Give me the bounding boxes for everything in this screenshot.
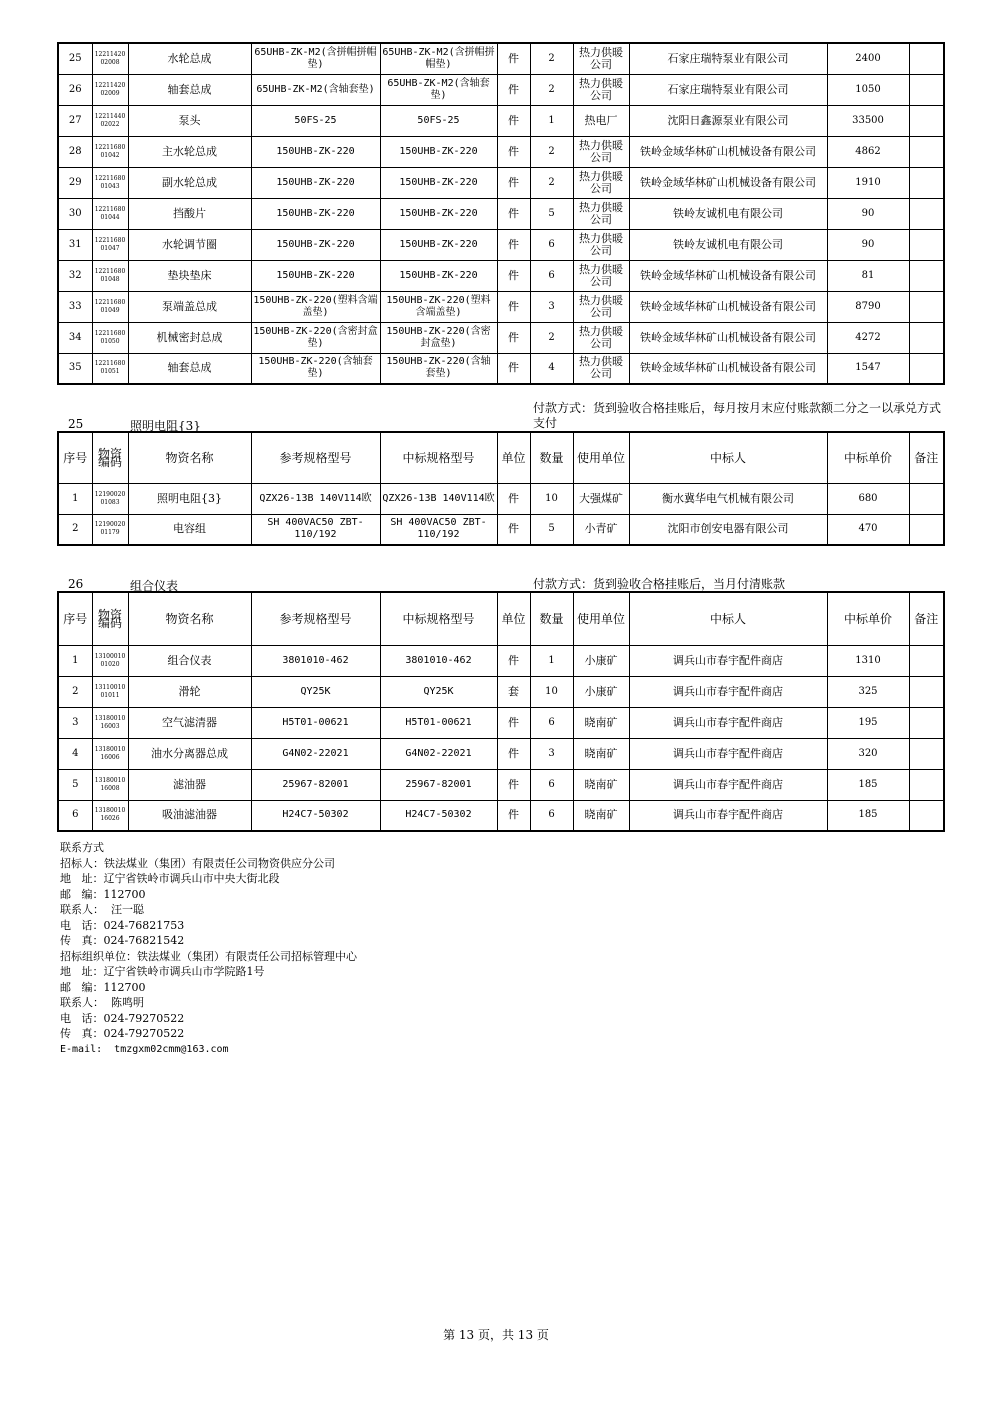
quantity: 2	[530, 43, 573, 74]
winning-bidder: 沈阳市创安电器有限公司	[629, 514, 827, 545]
unit: 件	[497, 322, 530, 353]
unit-price: 680	[827, 483, 909, 514]
quantity: 6	[530, 229, 573, 260]
header-user: 使用单位	[573, 592, 629, 645]
unit-price: 195	[827, 707, 909, 738]
unit-price: 33500	[827, 105, 909, 136]
table-row	[58, 167, 944, 198]
table-row	[58, 800, 944, 831]
reference-spec: QZX26-13B 140V114欧	[251, 483, 380, 514]
using-unit: 热力供暖公司	[573, 167, 629, 198]
unit: 件	[497, 260, 530, 291]
unit-price: 81	[827, 260, 909, 291]
contact-block	[60, 840, 357, 1057]
material-name: 轴套总成	[128, 74, 251, 105]
reference-spec: 150UHB-ZK-220	[251, 167, 380, 198]
section-26-number: 26	[68, 577, 84, 591]
reference-spec: QY25K	[251, 676, 380, 707]
unit: 件	[497, 43, 530, 74]
remark	[909, 800, 944, 831]
header-winner: 中标人	[629, 432, 827, 483]
bid-spec: H5T01-00621	[380, 707, 497, 738]
using-unit: 晓南矿	[573, 707, 629, 738]
quantity: 6	[530, 707, 573, 738]
bid-spec: 150UHB-ZK-220	[380, 136, 497, 167]
row-number: 33	[58, 291, 92, 322]
material-name: 吸油滤油器	[128, 800, 251, 831]
reference-spec: 25967-82001	[251, 769, 380, 800]
bid-spec: 150UHB-ZK-220(塑料含端盖垫)	[380, 291, 497, 322]
unit: 件	[497, 800, 530, 831]
bid-spec: 150UHB-ZK-220(含密封盒垫)	[380, 322, 497, 353]
remark	[909, 105, 944, 136]
bid-spec: 150UHB-ZK-220	[380, 167, 497, 198]
material-code: 1221168001043	[92, 167, 128, 198]
contact-line: 电 话：024-79270522	[60, 1011, 185, 1025]
unit: 件	[497, 738, 530, 769]
contact-line: 电 话：024-76821753	[60, 918, 185, 932]
bid-spec: 65UHB-ZK-M2(含拼帽拼帽垫)	[380, 43, 497, 74]
winning-bidder: 调兵山市春宇配件商店	[629, 800, 827, 831]
row-number: 5	[58, 769, 92, 800]
material-code: 1318001016008	[92, 769, 128, 800]
reference-spec: 65UHB-ZK-M2(含拼帽拼帽垫)	[251, 43, 380, 74]
quantity: 6	[530, 800, 573, 831]
remark	[909, 136, 944, 167]
reference-spec: 150UHB-ZK-220(塑料含端盖垫)	[251, 291, 380, 322]
material-name: 垫块垫床	[128, 260, 251, 291]
winning-bidder: 铁岭金域华林矿山机械设备有限公司	[629, 167, 827, 198]
using-unit: 热力供暖公司	[573, 229, 629, 260]
quantity: 3	[530, 738, 573, 769]
contact-line: 地 址：辽宁省铁岭市调兵山市学院路1号	[60, 965, 265, 978]
winning-bidder: 石家庄瑞特泵业有限公司	[629, 74, 827, 105]
reference-spec: 150UHB-ZK-220(含轴套垫)	[251, 353, 380, 384]
row-number: 2	[58, 514, 92, 545]
row-number: 35	[58, 353, 92, 384]
material-code: 1221142002008	[92, 43, 128, 74]
row-number: 1	[58, 483, 92, 514]
row-number: 27	[58, 105, 92, 136]
using-unit: 热力供暖公司	[573, 353, 629, 384]
unit: 件	[497, 645, 530, 676]
using-unit: 小康矿	[573, 676, 629, 707]
items-table-continued	[57, 42, 945, 385]
row-number: 32	[58, 260, 92, 291]
unit: 件	[497, 707, 530, 738]
material-code: 1221168001050	[92, 322, 128, 353]
material-name: 空气滤清器	[128, 707, 251, 738]
material-name: 组合仪表	[128, 645, 251, 676]
reference-spec: G4N02-22021	[251, 738, 380, 769]
remark	[909, 483, 944, 514]
header-note: 备注	[909, 592, 944, 645]
quantity: 1	[530, 105, 573, 136]
material-code: 1311001001011	[92, 676, 128, 707]
reference-spec: 3801010-462	[251, 645, 380, 676]
bid-spec: QY25K	[380, 676, 497, 707]
winning-bidder: 调兵山市春宇配件商店	[629, 738, 827, 769]
quantity: 5	[530, 198, 573, 229]
row-number: 6	[58, 800, 92, 831]
row-number: 29	[58, 167, 92, 198]
section-25-payment-terms: 付款方式：货到验收合格挂账后，每月按月末应付账款额二分之一以承兑方式支付	[533, 401, 942, 430]
row-number: 25	[58, 43, 92, 74]
using-unit: 小康矿	[573, 645, 629, 676]
remark	[909, 74, 944, 105]
bid-spec: 65UHB-ZK-M2(含轴套垫)	[380, 74, 497, 105]
contact-line: 邮 编：112700	[60, 887, 146, 901]
winning-bidder: 调兵山市春宇配件商店	[629, 769, 827, 800]
remark	[909, 198, 944, 229]
bid-spec: 3801010-462	[380, 645, 497, 676]
material-name: 泵头	[128, 105, 251, 136]
contact-line: 招标人：铁法煤业（集团）有限责任公司物资供应分公司	[60, 856, 335, 870]
remark	[909, 291, 944, 322]
bid-spec: 25967-82001	[380, 769, 497, 800]
using-unit: 热力供暖公司	[573, 198, 629, 229]
using-unit: 热力供暖公司	[573, 74, 629, 105]
remark	[909, 322, 944, 353]
winning-bidder: 调兵山市春宇配件商店	[629, 676, 827, 707]
contact-line: 邮 编：112700	[60, 980, 146, 994]
contact-line: 地 址：辽宁省铁岭市调兵山市中央大街北段	[60, 872, 280, 885]
material-code: 1221168001042	[92, 136, 128, 167]
material-name: 照明电阻{3}	[128, 483, 251, 514]
header-name: 物资名称	[128, 432, 251, 483]
material-code: 1221144002022	[92, 105, 128, 136]
using-unit: 热力供暖公司	[573, 322, 629, 353]
header-ref-spec: 参考规格型号	[251, 432, 380, 483]
winning-bidder: 铁岭金域华林矿山机械设备有限公司	[629, 260, 827, 291]
remark	[909, 645, 944, 676]
material-name: 挡酸片	[128, 198, 251, 229]
header-qty: 数量	[530, 432, 573, 483]
remark	[909, 514, 944, 545]
unit-price: 90	[827, 198, 909, 229]
reference-spec: 150UHB-ZK-220	[251, 229, 380, 260]
material-name: 滤油器	[128, 769, 251, 800]
unit: 件	[497, 167, 530, 198]
material-code: 1221168001048	[92, 260, 128, 291]
contact-line: 联系人： 陈鸣明	[60, 996, 144, 1009]
reference-spec: 150UHB-ZK-220(含密封盒垫)	[251, 322, 380, 353]
header-code: 物资编码	[92, 592, 128, 645]
unit: 件	[497, 74, 530, 105]
unit: 件	[497, 483, 530, 514]
reference-spec: 65UHB-ZK-M2(含轴套垫)	[251, 74, 380, 105]
header-winner: 中标人	[629, 592, 827, 645]
table-row	[58, 738, 944, 769]
table-row	[58, 322, 944, 353]
reference-spec: 150UHB-ZK-220	[251, 260, 380, 291]
table-row	[58, 260, 944, 291]
row-number: 3	[58, 707, 92, 738]
quantity: 10	[530, 483, 573, 514]
table-row	[58, 291, 944, 322]
using-unit: 小青矿	[573, 514, 629, 545]
quantity: 5	[530, 514, 573, 545]
using-unit: 晓南矿	[573, 769, 629, 800]
section-25-table	[57, 431, 945, 546]
quantity: 4	[530, 353, 573, 384]
winning-bidder: 铁岭友诚机电有限公司	[629, 229, 827, 260]
header-unit: 单位	[497, 432, 530, 483]
unit: 件	[497, 229, 530, 260]
unit-price: 90	[827, 229, 909, 260]
winning-bidder: 石家庄瑞特泵业有限公司	[629, 43, 827, 74]
unit-price: 1050	[827, 74, 909, 105]
unit-price: 185	[827, 800, 909, 831]
material-code: 1318001016006	[92, 738, 128, 769]
bid-spec: QZX26-13B 140V114欧	[380, 483, 497, 514]
bid-spec: 150UHB-ZK-220	[380, 260, 497, 291]
table-row	[58, 136, 944, 167]
unit-price: 4272	[827, 322, 909, 353]
table-row	[58, 707, 944, 738]
table-row	[58, 229, 944, 260]
table-row	[58, 645, 944, 676]
winning-bidder: 调兵山市春宇配件商店	[629, 645, 827, 676]
winning-bidder: 沈阳日鑫源泵业有限公司	[629, 105, 827, 136]
material-name: 电容组	[128, 514, 251, 545]
material-code: 1318001016003	[92, 707, 128, 738]
row-number: 28	[58, 136, 92, 167]
winning-bidder: 调兵山市春宇配件商店	[629, 707, 827, 738]
table-row	[58, 353, 944, 384]
quantity: 3	[530, 291, 573, 322]
header-unit: 单位	[497, 592, 530, 645]
unit: 件	[497, 291, 530, 322]
material-code: 1221168001051	[92, 353, 128, 384]
table-header-row	[58, 432, 944, 483]
header-no: 序号	[58, 592, 92, 645]
unit-price: 1310	[827, 645, 909, 676]
row-number: 1	[58, 645, 92, 676]
using-unit: 晓南矿	[573, 800, 629, 831]
material-code: 1221168001044	[92, 198, 128, 229]
material-code: 1221142002009	[92, 74, 128, 105]
material-code: 1221168001049	[92, 291, 128, 322]
quantity: 10	[530, 676, 573, 707]
unit: 件	[497, 105, 530, 136]
header-user: 使用单位	[573, 432, 629, 483]
section-25-title: 照明电阻{3}	[130, 419, 201, 433]
bid-spec: 150UHB-ZK-220(含轴套垫)	[380, 353, 497, 384]
material-name: 主水轮总成	[128, 136, 251, 167]
unit: 件	[497, 769, 530, 800]
using-unit: 热力供暖公司	[573, 291, 629, 322]
header-price: 中标单价	[827, 592, 909, 645]
unit-price: 470	[827, 514, 909, 545]
remark	[909, 167, 944, 198]
using-unit: 热力供暖公司	[573, 260, 629, 291]
unit: 件	[497, 198, 530, 229]
row-number: 34	[58, 322, 92, 353]
contact-line: 招标组织单位：铁法煤业（集团）有限责任公司招标管理中心	[60, 949, 357, 963]
quantity: 1	[530, 645, 573, 676]
remark	[909, 738, 944, 769]
header-name: 物资名称	[128, 592, 251, 645]
quantity: 6	[530, 769, 573, 800]
table-row	[58, 105, 944, 136]
contact-line: 联系人： 汪一聪	[60, 903, 144, 916]
contact-line: 传 真：024-76821542	[60, 934, 185, 947]
material-name: 滑轮	[128, 676, 251, 707]
table-row	[58, 483, 944, 514]
winning-bidder: 铁岭金域华林矿山机械设备有限公司	[629, 322, 827, 353]
remark	[909, 353, 944, 384]
reference-spec: SH 400VAC50 ZBT-110/192	[251, 514, 380, 545]
header-ref-spec: 参考规格型号	[251, 592, 380, 645]
section-25-number: 25	[68, 417, 84, 431]
table-row	[58, 43, 944, 74]
winning-bidder: 铁岭金域华林矿山机械设备有限公司	[629, 136, 827, 167]
material-name: 水轮调节圈	[128, 229, 251, 260]
using-unit: 热力供暖公司	[573, 43, 629, 74]
bid-spec: SH 400VAC50 ZBT-110/192	[380, 514, 497, 545]
bid-spec: G4N02-22021	[380, 738, 497, 769]
header-bid-spec: 中标规格型号	[380, 592, 497, 645]
material-name: 油水分离器总成	[128, 738, 251, 769]
using-unit: 热电厂	[573, 105, 629, 136]
section-26-title: 组合仪表	[130, 579, 179, 593]
unit-price: 2400	[827, 43, 909, 74]
winning-bidder: 铁岭友诚机电有限公司	[629, 198, 827, 229]
row-number: 26	[58, 74, 92, 105]
remark	[909, 229, 944, 260]
material-code: 1310001001020	[92, 645, 128, 676]
reference-spec: H24C7-50302	[251, 800, 380, 831]
winning-bidder: 衡水冀华电气机械有限公司	[629, 483, 827, 514]
quantity: 2	[530, 322, 573, 353]
unit-price: 4862	[827, 136, 909, 167]
header-no: 序号	[58, 432, 92, 483]
reference-spec: 150UHB-ZK-220	[251, 136, 380, 167]
material-name: 副水轮总成	[128, 167, 251, 198]
unit-price: 1547	[827, 353, 909, 384]
quantity: 2	[530, 74, 573, 105]
remark	[909, 707, 944, 738]
contact-email: E-mail: tmzgxm02cmm@163.com	[60, 1043, 229, 1055]
unit-price: 325	[827, 676, 909, 707]
unit: 件	[497, 514, 530, 545]
winning-bidder: 铁岭金域华林矿山机械设备有限公司	[629, 291, 827, 322]
material-code: 1219002001083	[92, 483, 128, 514]
table-header-row	[58, 592, 944, 645]
material-code: 1221168001047	[92, 229, 128, 260]
using-unit: 晓南矿	[573, 738, 629, 769]
quantity: 2	[530, 136, 573, 167]
table-row	[58, 769, 944, 800]
reference-spec: H5T01-00621	[251, 707, 380, 738]
row-number: 2	[58, 676, 92, 707]
section-26-payment-terms: 付款方式：货到验收合格挂账后，当月付清账款	[533, 577, 786, 591]
material-name: 水轮总成	[128, 43, 251, 74]
table-row	[58, 198, 944, 229]
row-number: 31	[58, 229, 92, 260]
header-bid-spec: 中标规格型号	[380, 432, 497, 483]
table-row	[58, 74, 944, 105]
contact-heading: 联系方式	[60, 841, 104, 854]
remark	[909, 769, 944, 800]
unit-price: 8790	[827, 291, 909, 322]
material-name: 泵端盖总成	[128, 291, 251, 322]
header-qty: 数量	[530, 592, 573, 645]
page-footer: 第 13 页，共 13 页	[443, 1328, 549, 1342]
using-unit: 热力供暖公司	[573, 136, 629, 167]
header-code: 物资编码	[92, 432, 128, 483]
contact-line: 传 真：024-79270522	[60, 1027, 185, 1040]
unit: 件	[497, 136, 530, 167]
unit-price: 1910	[827, 167, 909, 198]
bid-spec: H24C7-50302	[380, 800, 497, 831]
reference-spec: 150UHB-ZK-220	[251, 198, 380, 229]
row-number: 4	[58, 738, 92, 769]
material-code: 1219002001179	[92, 514, 128, 545]
remark	[909, 43, 944, 74]
material-name: 机械密封总成	[128, 322, 251, 353]
row-number: 30	[58, 198, 92, 229]
quantity: 2	[530, 167, 573, 198]
unit: 套	[497, 676, 530, 707]
unit: 件	[497, 353, 530, 384]
section-26-table	[57, 591, 945, 832]
contact-lines	[60, 856, 357, 1042]
material-code: 1318001016026	[92, 800, 128, 831]
quantity: 6	[530, 260, 573, 291]
bid-spec: 150UHB-ZK-220	[380, 198, 497, 229]
remark	[909, 676, 944, 707]
header-price: 中标单价	[827, 432, 909, 483]
winning-bidder: 铁岭金域华林矿山机械设备有限公司	[629, 353, 827, 384]
reference-spec: 50FS-25	[251, 105, 380, 136]
bid-spec: 150UHB-ZK-220	[380, 229, 497, 260]
remark	[909, 260, 944, 291]
table-row	[58, 514, 944, 545]
table-row	[58, 676, 944, 707]
unit-price: 185	[827, 769, 909, 800]
material-name: 轴套总成	[128, 353, 251, 384]
using-unit: 大强煤矿	[573, 483, 629, 514]
unit-price: 320	[827, 738, 909, 769]
bid-spec: 50FS-25	[380, 105, 497, 136]
header-note: 备注	[909, 432, 944, 483]
